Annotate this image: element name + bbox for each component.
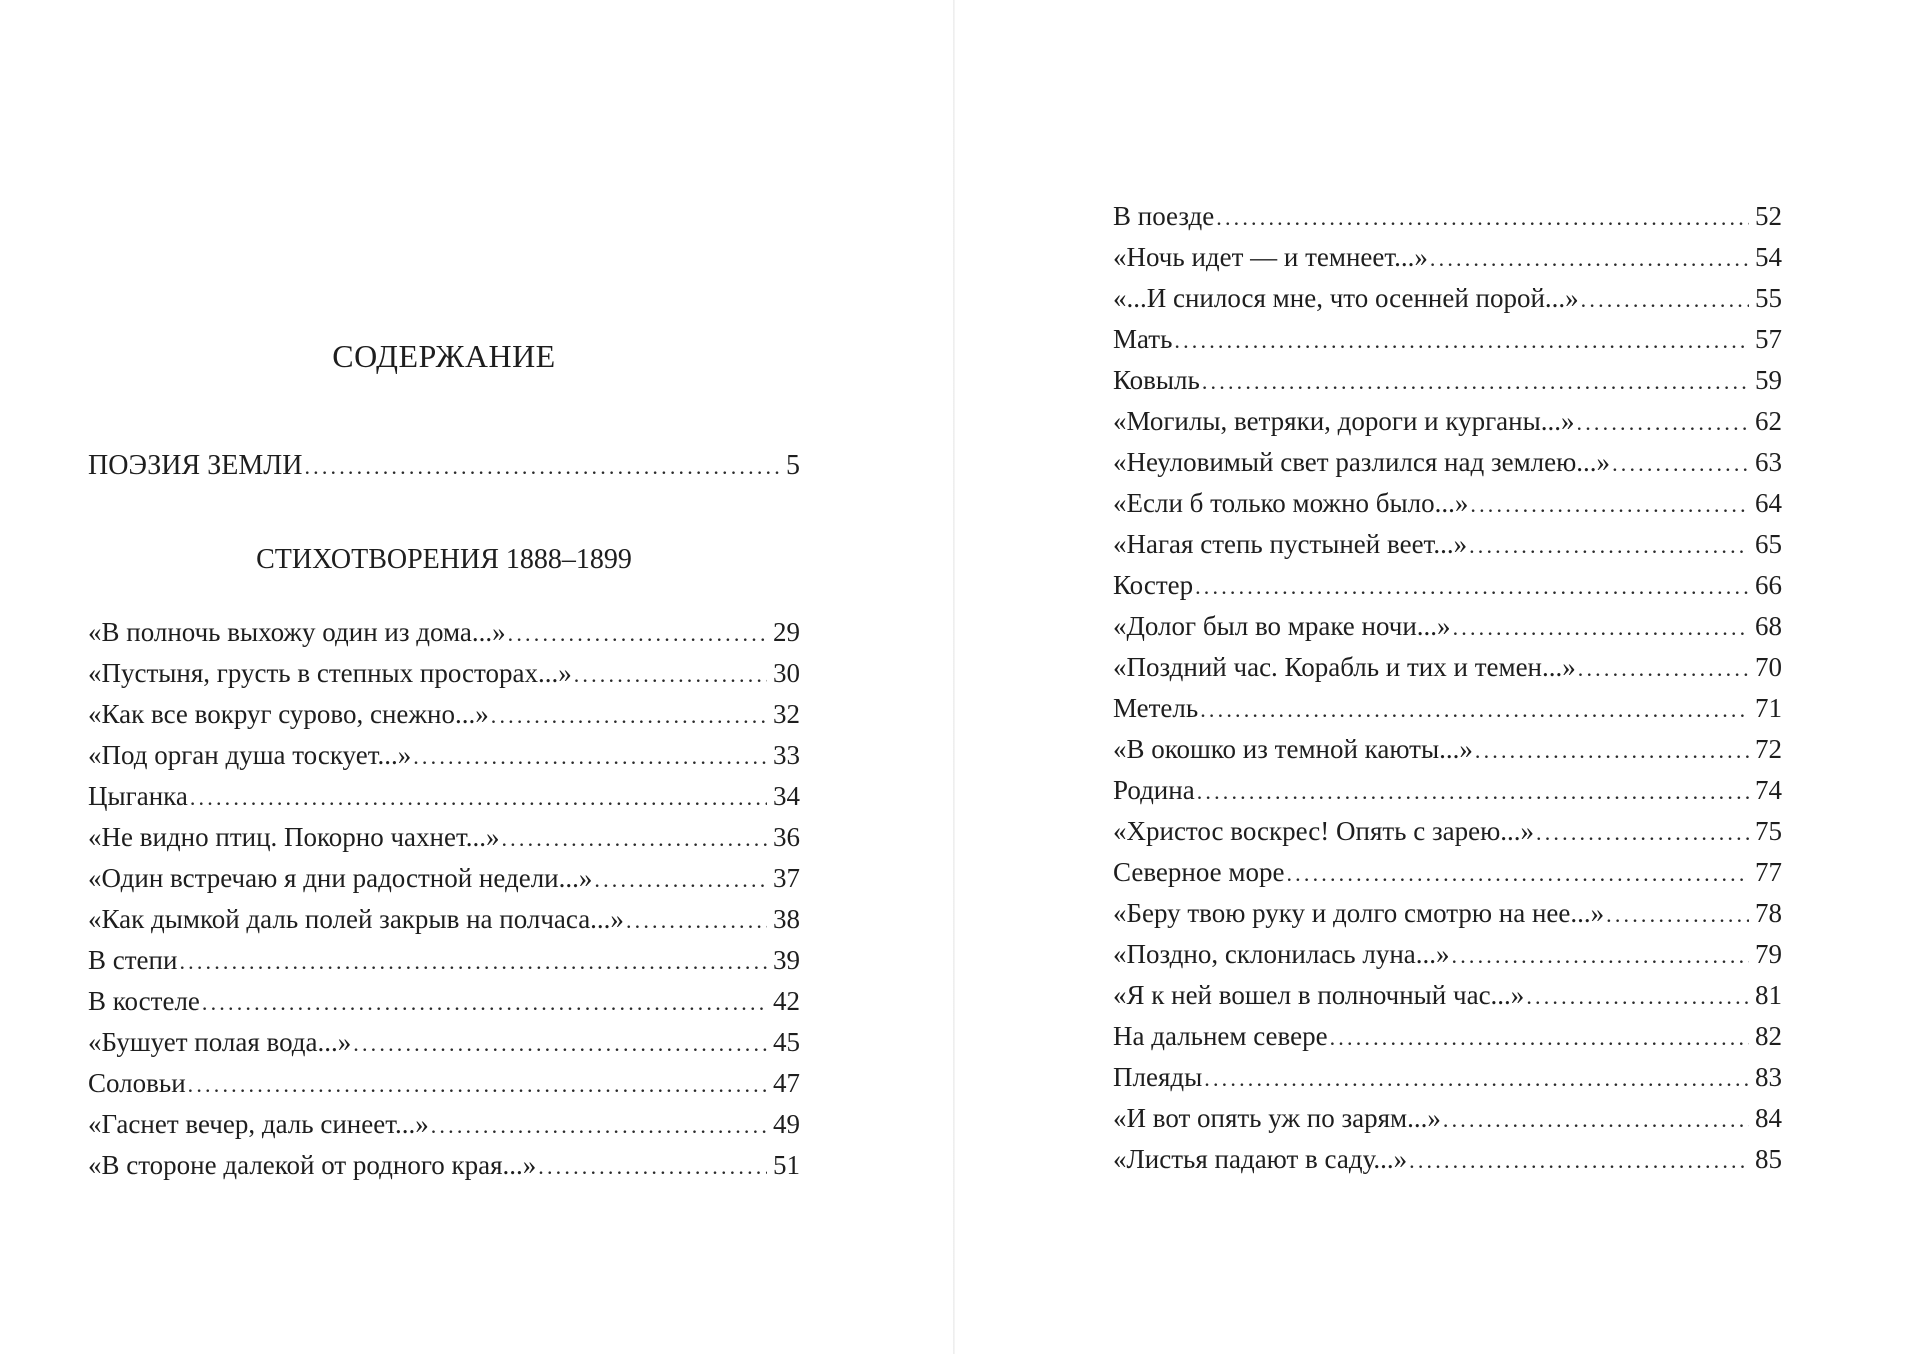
- entry-title: «Листья падают в саду...»: [1113, 1144, 1408, 1174]
- toc-entry: [1113, 893, 1782, 934]
- dot-leader: [1581, 279, 1749, 320]
- entry-page-number: 52: [1755, 201, 1782, 231]
- entry-page-number: 32: [773, 699, 800, 729]
- toc-entry: [1113, 934, 1782, 975]
- toc-entry: [1113, 442, 1782, 483]
- dot-leader: [574, 654, 767, 695]
- entry-title: «Ночь идет — и темнеет...»: [1113, 242, 1428, 272]
- toc-title: СОДЕРЖАНИЕ: [332, 338, 556, 374]
- dot-leader: [431, 1105, 767, 1146]
- entry-page-number: 39: [773, 945, 800, 975]
- toc-entry: [1113, 483, 1782, 524]
- entry-title: «Если б только можно было...»: [1113, 488, 1469, 518]
- entry-title: В степи: [88, 945, 178, 975]
- dot-leader: [1475, 730, 1749, 771]
- right-page: [955, 0, 1908, 1354]
- dot-leader: [626, 900, 767, 941]
- entry-page-number: 68: [1755, 611, 1782, 641]
- entry-title: «В стороне далекой от родного края...»: [88, 1150, 537, 1180]
- section-title: СТИХОТВОРЕНИЯ 1888–1899: [256, 544, 632, 575]
- entry-page-number: 55: [1755, 283, 1782, 313]
- dot-leader: [413, 736, 767, 777]
- toc-entry: [1113, 401, 1782, 442]
- dot-leader: [1409, 1140, 1749, 1181]
- toc-entry: [88, 735, 800, 776]
- dot-leader: [1469, 525, 1749, 566]
- dot-leader: [501, 818, 767, 859]
- entry-title: «Как дымкой даль полей закрыв на полчаса...»: [88, 904, 624, 934]
- dot-leader: [188, 1064, 767, 1105]
- entry-page-number: 81: [1755, 980, 1782, 1010]
- entry-title: На дальнем севере: [1113, 1021, 1328, 1051]
- entry-page-number: 49: [773, 1109, 800, 1139]
- toc-entry: [88, 858, 800, 899]
- entry-title: Плеяды: [1113, 1062, 1203, 1092]
- entry-page-number: 57: [1755, 324, 1782, 354]
- dot-leader: [1216, 197, 1749, 238]
- toc-entry: [1113, 975, 1782, 1016]
- toc-entry: [88, 776, 800, 817]
- entry-page-number: 62: [1755, 406, 1782, 436]
- toc-entry: [88, 981, 800, 1022]
- dot-leader: [353, 1023, 767, 1064]
- dot-leader: [1443, 1099, 1749, 1140]
- entry-page-number: 71: [1755, 693, 1782, 723]
- entry-title: Костер: [1113, 570, 1194, 600]
- entry-title: «Как все вокруг сурово, снежно...»: [88, 699, 489, 729]
- toc-entry: [1113, 647, 1782, 688]
- dot-leader: [190, 777, 767, 818]
- entry-title: Метель: [1113, 693, 1199, 723]
- entry-page-number: 65: [1755, 529, 1782, 559]
- entry-page-number: 63: [1755, 447, 1782, 477]
- dot-leader: [1612, 443, 1749, 484]
- entry-page-number: 38: [773, 904, 800, 934]
- toc-entry: [1113, 1139, 1782, 1180]
- entry-page-number: 74: [1755, 775, 1782, 805]
- toc-entry-essay: [88, 445, 800, 486]
- entry-title: «Я к ней вошел в полночный час...»: [1113, 980, 1525, 1010]
- entry-title: «Долог был во мраке ночи...»: [1113, 611, 1451, 641]
- entry-page-number: 78: [1755, 898, 1782, 928]
- entry-title: «Один встречаю я дни радостной недели...»: [88, 863, 593, 893]
- toc-entry: [88, 899, 800, 940]
- toc-entry: [1113, 1016, 1782, 1057]
- entry-title: Северное море: [1113, 857, 1285, 887]
- dot-leader: [304, 446, 780, 487]
- entry-page-number: 51: [773, 1150, 800, 1180]
- toc-entry: [1113, 729, 1782, 770]
- entry-page-number: 64: [1755, 488, 1782, 518]
- entry-title: В костеле: [88, 986, 200, 1016]
- entry-title: Соловьи: [88, 1068, 186, 1098]
- entry-title: «В окошко из темной каюты...»: [1113, 734, 1473, 764]
- toc-entry: [88, 653, 800, 694]
- entry-title: «Поздний час. Корабль и тих и темен...»: [1113, 652, 1576, 682]
- entry-page-number: 85: [1755, 1144, 1782, 1174]
- entry-title: Мать: [1113, 324, 1173, 354]
- entry-page-number: 30: [773, 658, 800, 688]
- toc-entry: [88, 1063, 800, 1104]
- entry-page-number: 83: [1755, 1062, 1782, 1092]
- toc-entry: [1113, 524, 1782, 565]
- dot-leader: [1452, 935, 1750, 976]
- toc-entry: [1113, 852, 1782, 893]
- entry-page-number: 79: [1755, 939, 1782, 969]
- dot-leader: [1536, 812, 1749, 853]
- dot-leader: [594, 859, 767, 900]
- entry-page-number: 59: [1755, 365, 1782, 395]
- entry-page-number: 66: [1755, 570, 1782, 600]
- toc-entry: [1113, 1098, 1782, 1139]
- entry-page-number: 42: [773, 986, 800, 1016]
- dot-leader: [202, 982, 767, 1023]
- entry-page-number: 70: [1755, 652, 1782, 682]
- entry-title: «Под орган душа тоскует...»: [88, 740, 412, 770]
- entry-page-number: 77: [1755, 857, 1782, 887]
- toc-entry: [1113, 196, 1782, 237]
- entry-page-number: 75: [1755, 816, 1782, 846]
- toc-entry: [1113, 565, 1782, 606]
- dot-leader: [1202, 361, 1749, 402]
- dot-leader: [1204, 1058, 1749, 1099]
- toc-entry: [1113, 319, 1782, 360]
- entry-page-number: 34: [773, 781, 800, 811]
- toc-entry: [1113, 606, 1782, 647]
- entry-page-number: 45: [773, 1027, 800, 1057]
- entry-page-number: 82: [1755, 1021, 1782, 1051]
- dot-leader: [538, 1146, 767, 1187]
- entry-title: «Пустыня, грусть в степных просторах...»: [88, 658, 572, 688]
- dot-leader: [1470, 484, 1749, 525]
- dot-leader: [1577, 402, 1749, 443]
- entry-title: «Могилы, ветряки, дороги и курганы...»: [1113, 406, 1575, 436]
- dot-leader: [179, 941, 767, 982]
- entry-title: ПОЭЗИЯ ЗЕМЛИ: [88, 450, 303, 481]
- entry-title: В поезде: [1113, 201, 1215, 231]
- entry-title: «И вот опять уж по зарям...»: [1113, 1103, 1441, 1133]
- entry-title: Ковыль: [1113, 365, 1200, 395]
- entry-title: «Не видно птиц. Покорно чахнет...»: [88, 822, 500, 852]
- entry-title: «Нагая степь пустыней веет...»: [1113, 529, 1468, 559]
- entry-page-number: 5: [786, 450, 800, 481]
- entry-page-number: 36: [773, 822, 800, 852]
- toc-entry: [1113, 811, 1782, 852]
- entry-title: «Неуловимый свет разлился над землею...»: [1113, 447, 1611, 477]
- toc-entry: [88, 1022, 800, 1063]
- entry-title: «Христос воскрес! Опять с зарею...»: [1113, 816, 1535, 846]
- toc-entry: [88, 817, 800, 858]
- entry-title: «Бушует полая вода...»: [88, 1027, 352, 1057]
- toc-entry: [1113, 278, 1782, 319]
- entry-page-number: 72: [1755, 734, 1782, 764]
- dot-leader: [1606, 894, 1749, 935]
- entry-page-number: 54: [1755, 242, 1782, 272]
- dot-leader: [1526, 976, 1749, 1017]
- entry-title: Цыганка: [88, 781, 188, 811]
- toc-entry: [1113, 1057, 1782, 1098]
- entry-title: Родина: [1113, 775, 1195, 805]
- dot-leader: [1200, 689, 1749, 730]
- entry-page-number: 47: [773, 1068, 800, 1098]
- entry-title: «Гаснет вечер, даль синеет...»: [88, 1109, 429, 1139]
- entry-page-number: 29: [773, 617, 800, 647]
- entry-page-number: 37: [773, 863, 800, 893]
- toc-entry: [88, 1145, 800, 1186]
- dot-leader: [491, 695, 767, 736]
- toc-entry: [1113, 770, 1782, 811]
- dot-leader: [508, 613, 767, 654]
- dot-leader: [1174, 320, 1749, 361]
- toc-entry: [1113, 688, 1782, 729]
- entry-page-number: 84: [1755, 1103, 1782, 1133]
- toc-entry: [88, 612, 800, 653]
- dot-leader: [1195, 566, 1749, 607]
- dot-leader: [1330, 1017, 1749, 1058]
- toc-entry: [88, 940, 800, 981]
- entry-title: «...И снилося мне, что осенней порой...»: [1113, 283, 1579, 313]
- left-page: [0, 0, 953, 1354]
- entry-title: «Поздно, склонилась луна...»: [1113, 939, 1450, 969]
- dot-leader: [1578, 648, 1749, 689]
- toc-entry: [1113, 237, 1782, 278]
- entry-page-number: 33: [773, 740, 800, 770]
- dot-leader: [1286, 853, 1749, 894]
- entry-title: «Беру твою руку и долго смотрю на нее...»: [1113, 898, 1605, 928]
- dot-leader: [1197, 771, 1749, 812]
- toc-entry: [1113, 360, 1782, 401]
- entry-title: «В полночь выхожу один из дома...»: [88, 617, 506, 647]
- toc-entry: [88, 694, 800, 735]
- dot-leader: [1430, 238, 1749, 279]
- toc-entry: [88, 1104, 800, 1145]
- dot-leader: [1453, 607, 1749, 648]
